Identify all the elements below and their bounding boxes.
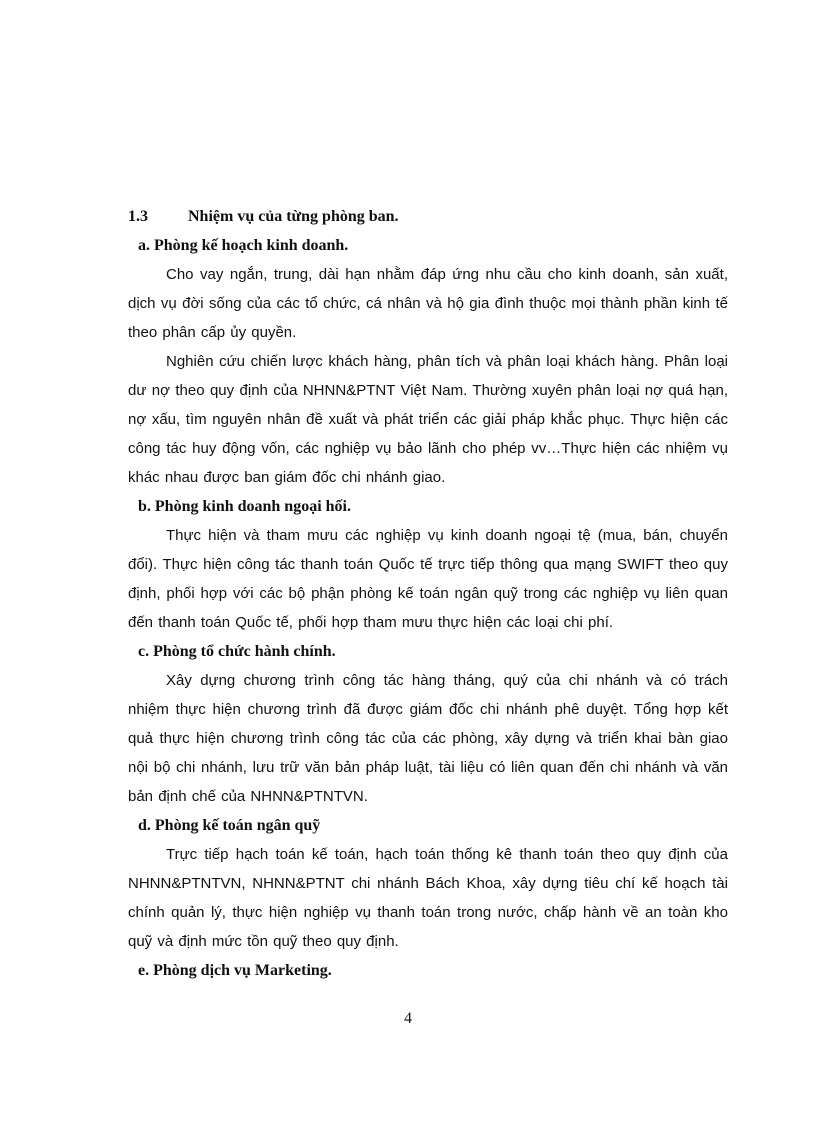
paragraph: Xây dựng chương trình công tác hàng tháng, quý của chi nhánh và có trách nhiệm thực hiện chương trình đã được giám đốc chi nhánh phê duyệt. Tổng hợp kết quả thực hiện chương trình công tác của các phòng, xây dựng và triển khai bàn giao nội bộ chi nhánh, lưu trữ văn bản pháp luật, tài liệu có liên quan đến chi nhánh và văn bản định chế của NHNN&PTNTVN.	[128, 672, 728, 805]
page-content	[128, 202, 728, 985]
paragraph: Trực tiếp hạch toán kế toán, hạch toán thống kê thanh toán theo quy định của NHNN&PTNTVN, NHNN&PTNT chi nhánh Bách Khoa, xây dựng tiêu chí kế hoạch tài chính quản lý, thực hiện nghiệp vụ thanh toán trong nước, chấp hành về an toàn kho quỹ và định mức tồn quỹ theo quy định.	[128, 846, 728, 950]
subsection-heading-d: d. Phòng kế toán ngân quỹ	[138, 817, 321, 834]
page-number: 4	[404, 1010, 412, 1027]
subsection-heading-a: a. Phòng kế hoạch kinh doanh.	[138, 237, 349, 254]
paragraph: Thực hiện và tham mưu các nghiệp vụ kinh doanh ngoại tệ (mua, bán, chuyển đổi). Thực hiện công tác thanh toán Quốc tế trực tiếp thông qua mạng SWIFT theo quy định, phối hợp với các bộ phận phòng kế toán ngân quỹ trong các nghiệp vụ liên quan đến thanh toán Quốc tế, phối hợp tham mưu thực hiện các loại chi phí.	[128, 527, 728, 631]
paragraph: Cho vay ngắn, trung, dài hạn nhằm đáp ứng nhu cầu cho kinh doanh, sản xuất, dịch vụ đời sống của các tổ chức, cá nhân và hộ gia đình thuộc mọi thành phần kinh tế theo phân cấp ủy quyền.	[128, 266, 728, 341]
section-number: 1.3	[128, 208, 148, 225]
section-title: Nhiệm vụ của từng phòng ban.	[188, 208, 399, 225]
section-heading	[128, 202, 728, 231]
paragraph: Nghiên cứu chiến lược khách hàng, phân tích và phân loại khách hàng. Phân loại dư nợ theo quy định của NHNN&PTNT Việt Nam. Thường xuyên phân loại nợ quá hạn, nợ xấu, tìm nguyên nhân đề xuất và phát triển các giải pháp khắc phục. Thực hiện các công tác huy động vốn, các nghiệp vụ bảo lãnh cho phép vv…Thực hiện các nhiệm vụ khác nhau được ban giám đốc chi nhánh giao.	[128, 353, 728, 486]
subsection-heading-b: b. Phòng kinh doanh ngoại hối.	[138, 498, 351, 515]
subsection-heading-c: c. Phòng tổ chức hành chính.	[138, 643, 336, 660]
subsection-heading-e: e. Phòng dịch vụ Marketing.	[138, 962, 332, 979]
